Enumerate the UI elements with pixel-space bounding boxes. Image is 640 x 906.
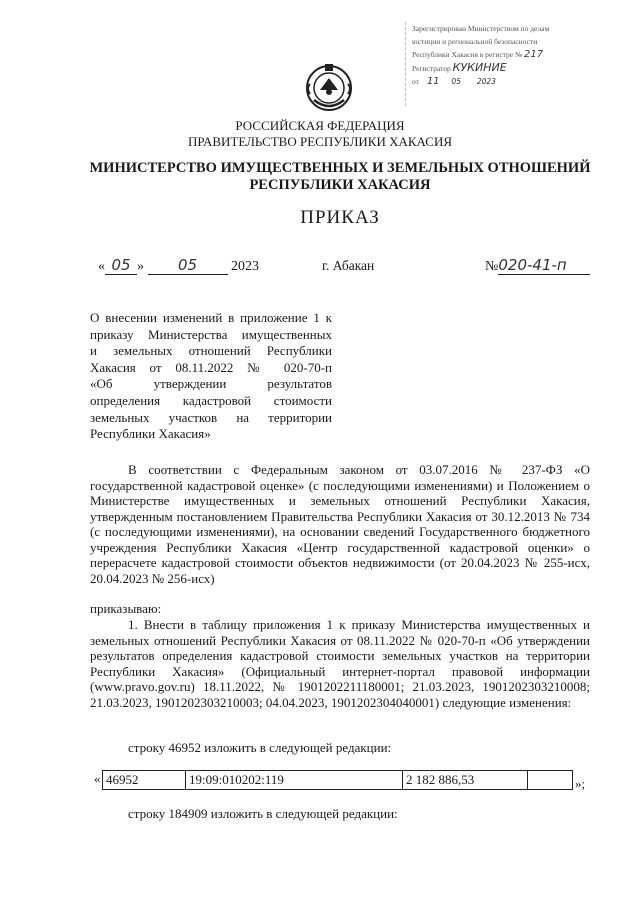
document-type: ПРИКАЗ [300,207,380,228]
date-day: 05 [105,256,137,275]
table-cell-cadastral-number: 19:09:010202:119 [186,771,403,790]
stamp-month: 05 [451,77,461,86]
table-row [103,771,573,790]
number-value: 020-41-п [498,256,590,275]
subject-line-1: О внесении изменений в приложение 1 к [90,310,332,325]
subject-line-2: приказу Министерства имущественных [90,326,332,342]
subject-line-3: и земельных отношений Республики [90,343,332,359]
document-city: г. Абакан [322,258,375,273]
stamp-line-5: от [412,77,419,86]
stamp-reg-number: 217 [524,49,544,60]
item-1-paragraph: 1. Внести в таблицу приложения 1 к приказу Министерства имущественных и земельных отношений Республики Хакасия от 08.11.2022 № 020-70-п «Об утверждении результатов определения кадастровой стоимости земельных участков на территории Республики Хакасия» (Официальный интернет-портал правовой информации (www.pravo.gov.ru) 18.11.2022, № 1901202211180001; 21.03.2023, 1901202303210008; 21.03.2023, 1901202303210003; 04.04.2023, 1901202304040001) следующие изменения: [90,617,590,710]
order-word: приказываю: [90,601,162,616]
document-date [98,256,259,275]
registration-stamp [405,22,601,106]
row-46952-intro: строку 46952 изложить в следующей редакции: [128,740,392,755]
table-cell-row-number: 46952 [103,771,186,790]
date-open-quote: « [98,259,105,274]
ministry-title-line-2: РЕСПУБЛИКИ ХАКАСИЯ [249,177,431,193]
date-month: 05 [148,256,228,275]
stamp-registrar-sign: КУКИНИЕ [452,61,507,74]
table-cell-empty [528,771,573,790]
subject-line-4: Хакасия от 08.11.2022 № 020-70-п [90,359,332,375]
stamp-day: 11 [426,76,440,87]
table-cell-cadastral-value: 2 182 886,53 [403,771,528,790]
header-block [0,118,640,150]
row-open-quote: « [94,771,101,786]
ministry-title-line-1: МИНИСТЕРСТВО ИМУЩЕСТВЕННЫХ И ЗЕМЕЛЬНЫХ ОТНОШЕНИЙ [89,160,591,176]
header-government: ПРАВИТЕЛЬСТВО РЕСПУБЛИКИ ХАКАСИЯ [188,134,452,149]
subject-line-5: «Об утверждении результатов [90,376,332,392]
date-year: 2023 [231,259,259,274]
subject-line-8: Республики Хакасия» [90,426,211,442]
subject-block [90,310,332,443]
stamp-year: 2023 [476,77,496,86]
stamp-line-4: Регистратор [412,64,451,73]
number-prefix: № [485,259,499,274]
ministry-title [0,160,640,194]
row-184909-intro: строку 184909 изложить в следующей редакции: [128,806,398,821]
row-close-suffix: »; [575,776,586,791]
subject-line-7: земельных участков на территории [90,409,332,425]
stamp-line-1: Зарегистрирован Министерством по делам [412,24,550,33]
coat-of-arms-emblem [304,60,354,116]
header-country: РОССИЙСКАЯ ФЕДЕРАЦИЯ [235,118,405,133]
row-table [102,770,573,790]
document-number [485,256,590,275]
stamp-line-3: Республики Хакасия в регистре № [412,50,523,59]
date-close-quote: » [137,259,144,274]
subject-line-6: определения кадастровой стоимости [90,392,332,408]
preamble-paragraph: В соответствии с Федеральным законом от 03.07.2016 № 237-ФЗ «О государственной кадастровой оценке» (с последующими изменениями) и Положением о Министерстве имущественных и земельных отношений Республики Хакасия, утвержденным постановлением Правительства Республики Хакасия от 30.12.2013 № 734 (с последующими изменениями), на основании сведений Государственного бюджетного учреждения Республики Хакасия «Центр государственной кадастровой оценки» о перерасчете кадастровой стоимости объектов недвижимости (от 20.04.2023 № 255-исх, 20.04.2023 № 256-исх) [90,462,590,586]
stamp-line-2: юстиции и региональной безопасности [412,37,538,46]
